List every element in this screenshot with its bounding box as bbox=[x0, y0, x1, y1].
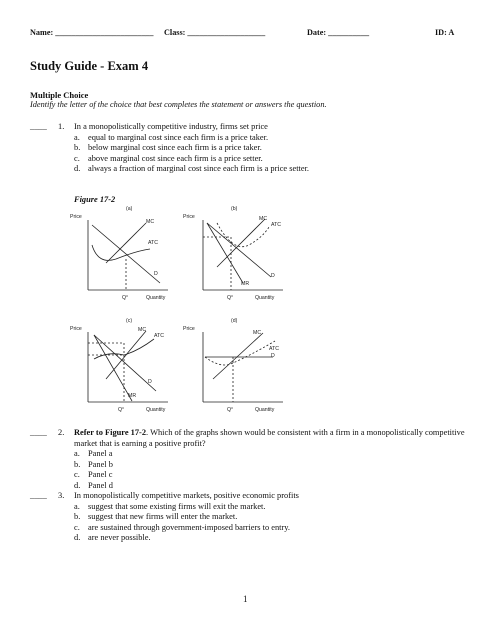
page-title: Study Guide - Exam 4 bbox=[30, 59, 149, 73]
question-text-2: Refer to Figure 17-2. Which of the graphs shown would be consistent with a firm in a monopolistically competitive market that is earning a positive profit? bbox=[74, 428, 465, 448]
panel-a-mc-curve bbox=[106, 223, 146, 263]
option-1c: c. above marginal cost since each firm is a price setter. bbox=[74, 153, 263, 163]
option-2a: a. Panel a bbox=[74, 449, 113, 458]
class-field: Class: ___________________ bbox=[164, 28, 266, 37]
panel-b-atc-label: ATC bbox=[271, 222, 281, 228]
panel-c-q-label: Q° bbox=[118, 407, 125, 413]
panel-b-mc-curve bbox=[217, 219, 265, 267]
panel-b-mr-curve bbox=[207, 223, 243, 283]
option-1d: d. always a fraction of marginal cost since each firm is a price setter. bbox=[74, 164, 309, 173]
panel-d-mc-label: MC bbox=[253, 330, 262, 336]
panel-b-d-label: D bbox=[271, 273, 275, 279]
option-2d: d. Panel d bbox=[74, 480, 113, 490]
question-text-1: In a monopolistically competitive industry, firms set price bbox=[74, 122, 268, 131]
question-text-3: In monopolistically competitive markets, positive economic profits bbox=[74, 491, 299, 500]
date-field: Date: __________ bbox=[307, 28, 370, 37]
question-number-1: 1. bbox=[58, 122, 65, 131]
panel-a-price-label: Price bbox=[70, 214, 82, 220]
panel-b-label: (b) bbox=[231, 206, 238, 212]
panel-d-q-label: Q° bbox=[227, 407, 234, 413]
panel-a-q-label: Q° bbox=[122, 295, 129, 301]
option-1a: a. equal to marginal cost since each firm is a price taker. bbox=[74, 132, 269, 142]
option-2c: c. Panel c bbox=[74, 470, 113, 479]
figure-caption: Figure 17-2 bbox=[74, 195, 116, 204]
panel-d-quantity-label: Quantity bbox=[255, 407, 275, 413]
answer-blank-3[interactable]: ____ bbox=[30, 491, 47, 500]
panel-c-demand-curve bbox=[94, 335, 156, 391]
panel-b-mc-label: MC bbox=[259, 216, 268, 222]
panel-c-mr-label: MR bbox=[128, 393, 137, 399]
panel-d-mc-curve bbox=[213, 333, 263, 379]
section-instructions: Identify the letter of the choice that best completes the statement or answers the question. bbox=[30, 100, 327, 109]
section-heading: Multiple Choice bbox=[30, 90, 89, 100]
answer-blank-1[interactable]: ____ bbox=[30, 122, 47, 131]
panel-d-atc-curve bbox=[205, 341, 275, 365]
panel-a-d-label: D bbox=[154, 271, 158, 277]
panel-b-atc-curve bbox=[217, 223, 269, 247]
panel-b-price-label: Price bbox=[183, 214, 195, 220]
panel-c-label: (c) bbox=[126, 318, 133, 324]
panel-b-demand-curve bbox=[207, 223, 271, 277]
panel-a-demand-curve bbox=[92, 225, 160, 283]
panel-b bbox=[183, 206, 283, 301]
option-3c: c. are sustained through government-imposed barriers to entry. bbox=[74, 522, 291, 532]
question-number-2: 2. bbox=[58, 428, 65, 437]
panel-a-quantity-label: Quantity bbox=[146, 295, 166, 301]
option-3a: a. suggest that some existing firms will exit the market. bbox=[74, 501, 266, 511]
panel-a-atc-curve bbox=[92, 245, 150, 260]
figure-17-2 bbox=[68, 205, 298, 420]
panel-a-mc-label: MC bbox=[146, 219, 155, 225]
option-3b: b. suggest that new firms will enter the market. bbox=[74, 512, 238, 521]
option-2b: b. Panel b bbox=[74, 459, 113, 469]
panel-d-d-label: D bbox=[271, 353, 275, 359]
panel-c-quantity-label: Quantity bbox=[146, 407, 166, 413]
answer-blank-2[interactable]: ____ bbox=[30, 428, 47, 437]
option-3d: d. are never possible. bbox=[74, 533, 151, 542]
panel-c-price-label: Price bbox=[70, 326, 82, 332]
panel-b-q-label: Q° bbox=[227, 295, 234, 301]
panel-a bbox=[70, 206, 168, 301]
panel-c-d-label: D bbox=[148, 379, 152, 385]
panel-b-quantity-label: Quantity bbox=[255, 295, 275, 301]
panel-d bbox=[183, 318, 283, 413]
panel-d-atc-label: ATC bbox=[269, 346, 279, 352]
panel-b-mr-label: MR bbox=[241, 281, 250, 287]
panel-c-atc-label: ATC bbox=[154, 333, 164, 339]
panel-c-mr-curve bbox=[94, 335, 132, 401]
panel-c-mc-label: MC bbox=[138, 327, 147, 333]
id-field: ID: A bbox=[435, 28, 455, 37]
panel-d-label: (d) bbox=[231, 318, 238, 324]
figure-reference[interactable]: Refer to Figure 17-2 bbox=[74, 428, 147, 437]
panel-a-atc-label: ATC bbox=[148, 240, 158, 246]
name-field: Name: ________________________ bbox=[30, 28, 154, 37]
panel-d-price-label: Price bbox=[183, 326, 195, 332]
panel-c bbox=[70, 318, 168, 413]
option-1b: b. below marginal cost since each firm is a price taker. bbox=[74, 143, 262, 152]
question-number-3: 3. bbox=[58, 491, 65, 500]
panel-a-label: (a) bbox=[126, 206, 133, 212]
page-number: 1 bbox=[243, 594, 248, 604]
